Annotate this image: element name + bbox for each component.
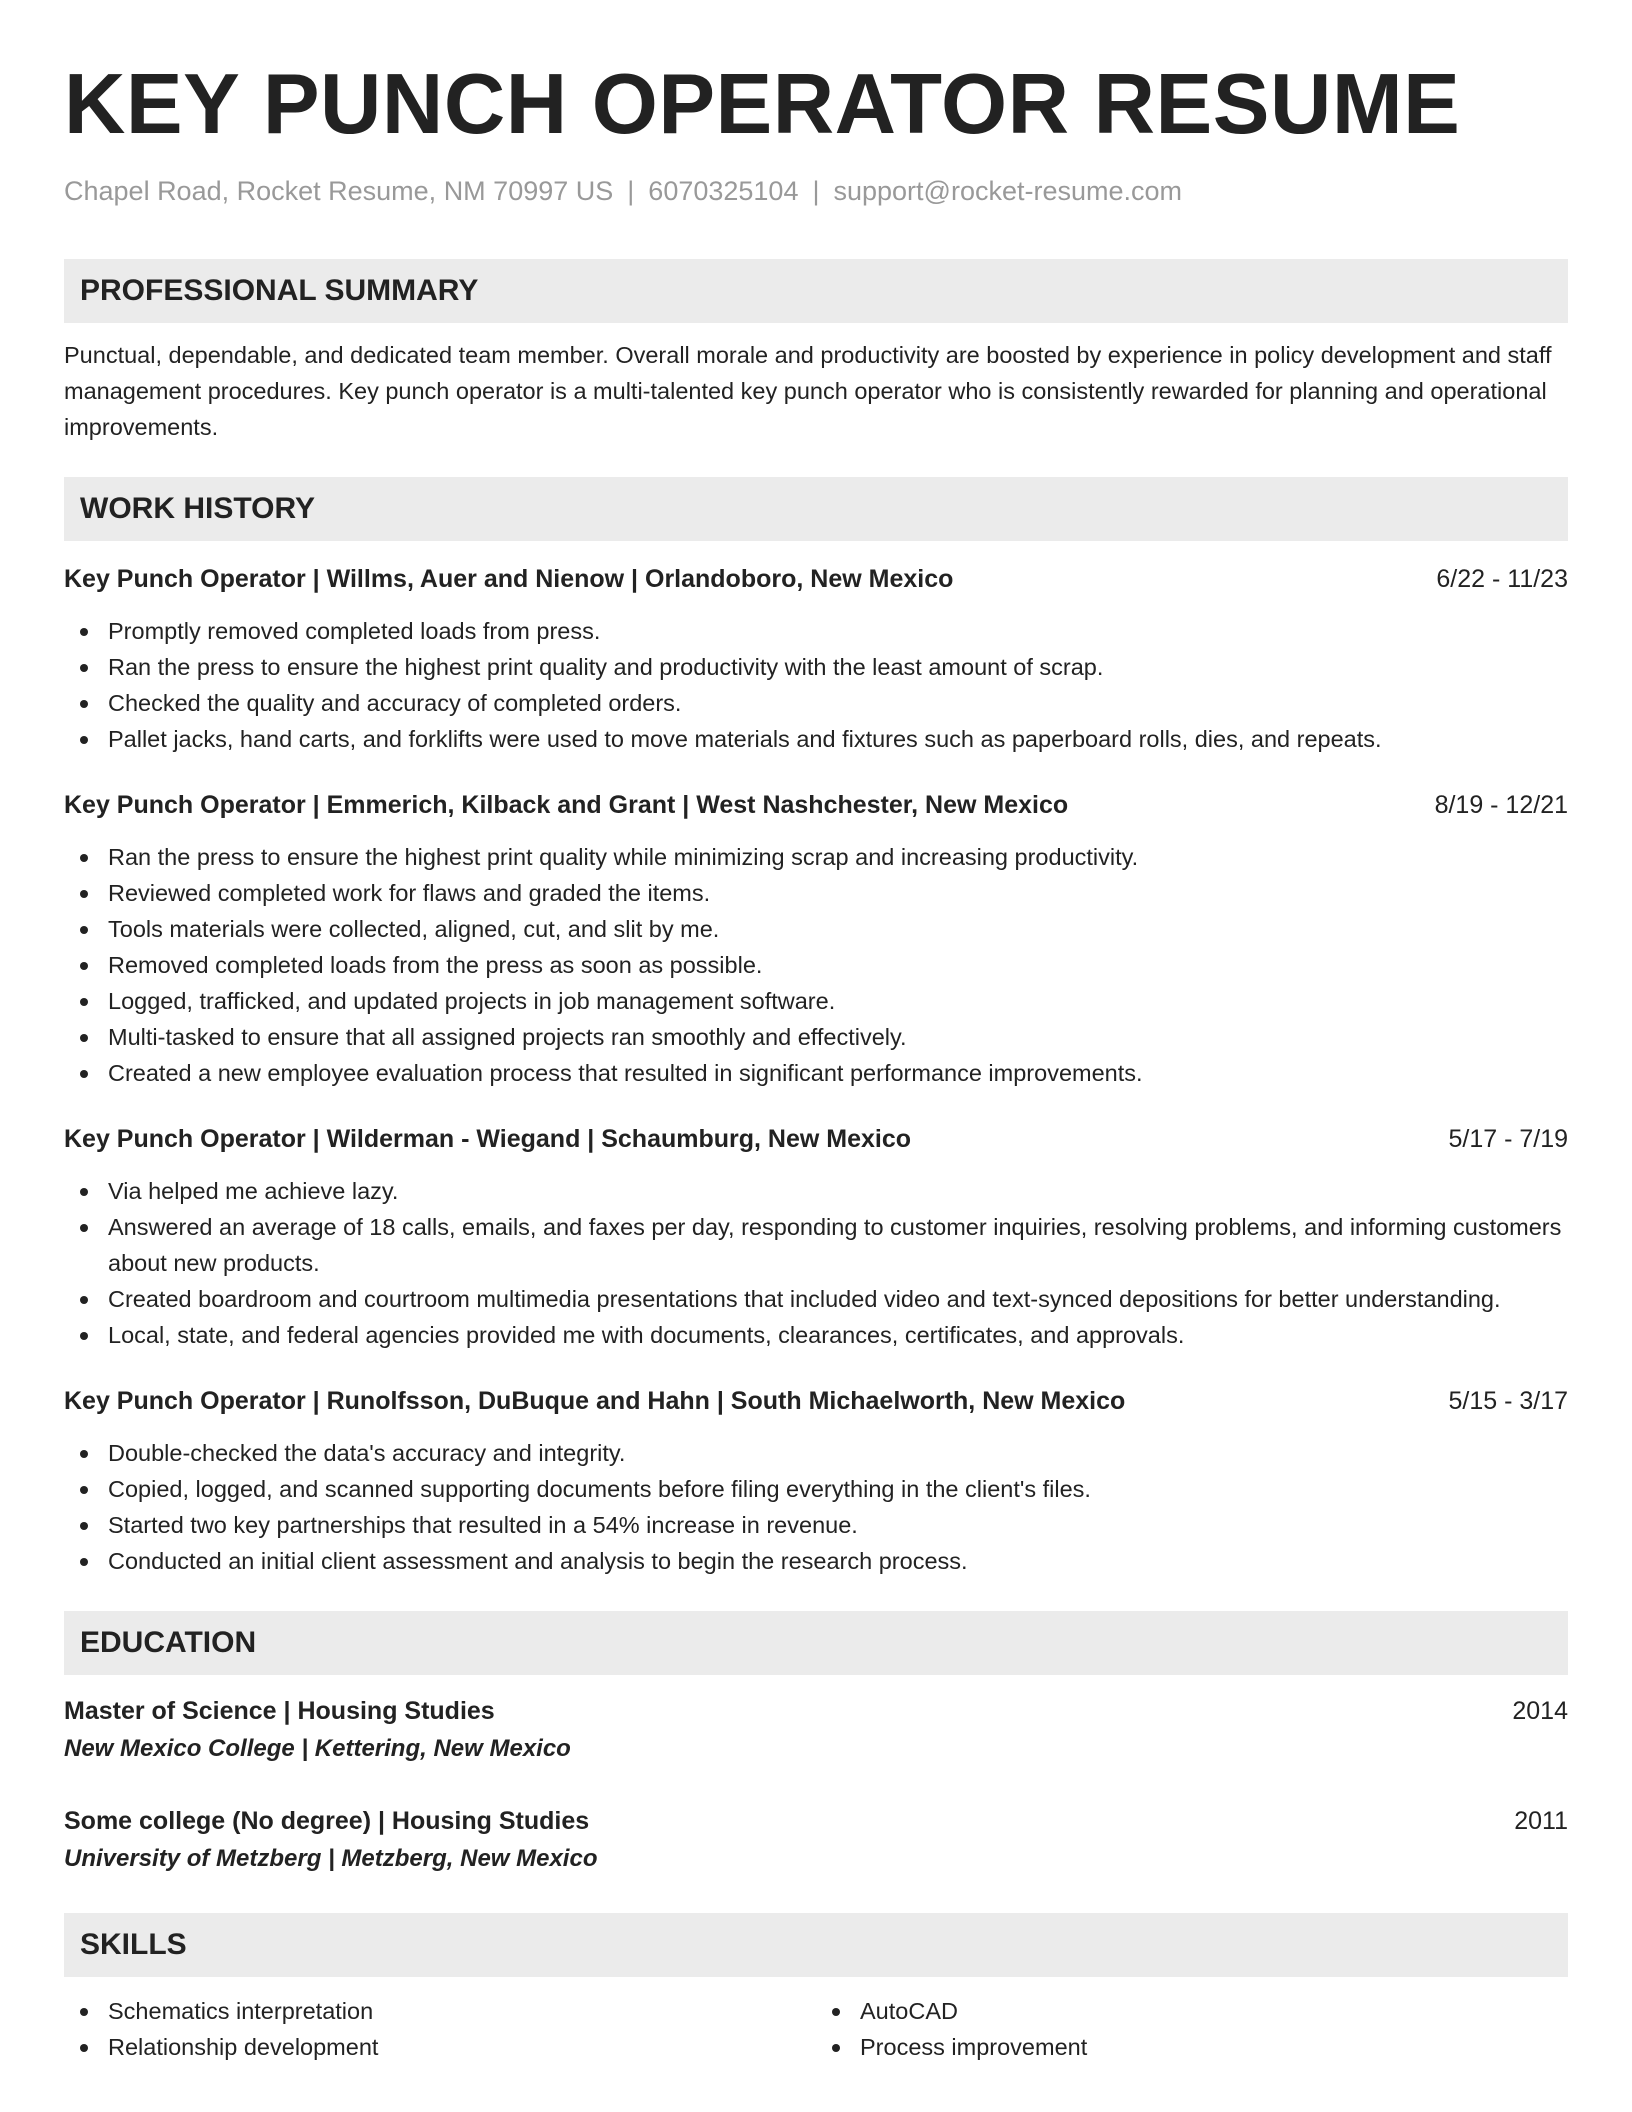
job-bullet: Logged, trafficked, and updated projects in job management software.	[64, 983, 1568, 1019]
job-bullet: Tools materials were collected, aligned, cut, and slit by me.	[64, 911, 1568, 947]
job-bullet: Removed completed loads from the press as soon as possible.	[64, 947, 1568, 983]
section-heading: WORK HISTORY	[64, 477, 1568, 541]
professional-summary-section	[64, 259, 1568, 445]
job-bullet: Double-checked the data's accuracy and integrity.	[64, 1435, 1568, 1471]
skill-item: AutoCAD	[816, 1993, 1568, 2029]
education-degree: Some college (No degree) | Housing Studies	[64, 1807, 590, 1836]
job-bullet: Answered an average of 18 calls, emails, and faxes per day, responding to customer inquiries, resolving problems, and informing customers about new products.	[64, 1209, 1568, 1281]
job-bullets	[64, 613, 1568, 757]
job-entry	[64, 1121, 1568, 1353]
job-bullet: Ran the press to ensure the highest print quality and productivity with the least amount of scrap.	[64, 649, 1568, 685]
job-bullet: Pallet jacks, hand carts, and forklifts were used to move materials and fixtures such as paperboard rolls, dies, and repeats.	[64, 721, 1568, 757]
job-bullet: Checked the quality and accuracy of completed orders.	[64, 685, 1568, 721]
job-title: Key Punch Operator | Wilderman - Wiegand | Schaumburg, New Mexico	[64, 1125, 912, 1154]
job-title: Key Punch Operator | Emmerich, Kilback and Grant | West Nashchester, New Mexico	[64, 791, 1069, 820]
job-bullet: Created boardroom and courtroom multimedia presentations that included video and text-synced depositions for better understanding.	[64, 1281, 1568, 1317]
section-heading: PROFESSIONAL SUMMARY	[64, 259, 1568, 323]
job-bullet: Local, state, and federal agencies provided me with documents, clearances, certificates, and approvals.	[64, 1317, 1568, 1353]
education-section	[64, 1611, 1568, 1877]
skills-section	[64, 1913, 1568, 2065]
job-bullet: Via helped me achieve lazy.	[64, 1173, 1568, 1209]
contact-separator: |	[812, 176, 820, 206]
job-bullets	[64, 839, 1568, 1091]
work-history-section	[64, 477, 1568, 1579]
education-school: New Mexico College | Kettering, New Mexico	[64, 1735, 571, 1763]
contact-address: Chapel Road, Rocket Resume, NM 70997 US	[64, 176, 614, 206]
education-year: 2011	[1514, 1807, 1568, 1836]
job-title: Key Punch Operator | Runolfsson, DuBuque and Hahn | South Michaelworth, New Mexico	[64, 1387, 1126, 1416]
summary-text: Punctual, dependable, and dedicated team member. Overall morale and productivity are boosted by experience in policy development and staff management procedures. Key punch operator is a multi-talented key punch operator who is consistently rewarded for planning and operational improvements.	[64, 342, 1552, 441]
skills-grid	[64, 1993, 1568, 2065]
job-entry	[64, 787, 1568, 1091]
skill-item: Process improvement	[816, 2029, 1568, 2065]
job-dates: 6/22 - 11/23	[1436, 565, 1568, 594]
education-school: University of Metzberg | Metzberg, New Mexico	[64, 1845, 598, 1873]
job-bullet: Promptly removed completed loads from press.	[64, 613, 1568, 649]
contact-email[interactable]: support@rocket-resume.com	[833, 176, 1183, 206]
education-entry	[64, 1803, 1568, 1877]
job-entry	[64, 561, 1568, 757]
skill-item: Schematics interpretation	[64, 1993, 816, 2029]
job-bullet: Multi-tasked to ensure that all assigned projects ran smoothly and effectively.	[64, 1019, 1568, 1055]
section-heading: EDUCATION	[64, 1611, 1568, 1675]
education-degree: Master of Science | Housing Studies	[64, 1697, 495, 1726]
resume-title: KEY PUNCH OPERATOR RESUME	[64, 57, 1461, 152]
job-bullet: Started two key partnerships that resulted in a 54% increase in revenue.	[64, 1507, 1568, 1543]
job-bullet: Ran the press to ensure the highest print quality while minimizing scrap and increasing productivity.	[64, 839, 1568, 875]
job-bullet: Conducted an initial client assessment and analysis to begin the research process.	[64, 1543, 1568, 1579]
contact-line	[64, 175, 1568, 207]
job-bullets	[64, 1173, 1568, 1353]
skills-column-right	[816, 1993, 1568, 2065]
job-bullet: Reviewed completed work for flaws and graded the items.	[64, 875, 1568, 911]
job-dates: 5/15 - 3/17	[1448, 1387, 1568, 1416]
contact-phone: 6070325104	[648, 176, 799, 206]
education-entry	[64, 1693, 1568, 1767]
job-dates: 5/17 - 7/19	[1448, 1125, 1568, 1154]
job-entry	[64, 1383, 1568, 1579]
skills-column-left	[64, 1993, 816, 2065]
section-heading: SKILLS	[64, 1913, 1568, 1977]
contact-separator: |	[627, 176, 635, 206]
job-title: Key Punch Operator | Willms, Auer and Nienow | Orlandoboro, New Mexico	[64, 565, 954, 594]
education-year: 2014	[1512, 1697, 1568, 1726]
job-bullet: Created a new employee evaluation process that resulted in significant performance improvements.	[64, 1055, 1568, 1091]
job-dates: 8/19 - 12/21	[1434, 791, 1568, 820]
resume-page	[64, 0, 1568, 2065]
job-bullet: Copied, logged, and scanned supporting documents before filing everything in the client's files.	[64, 1471, 1568, 1507]
skill-item: Relationship development	[64, 2029, 816, 2065]
job-bullets	[64, 1435, 1568, 1579]
